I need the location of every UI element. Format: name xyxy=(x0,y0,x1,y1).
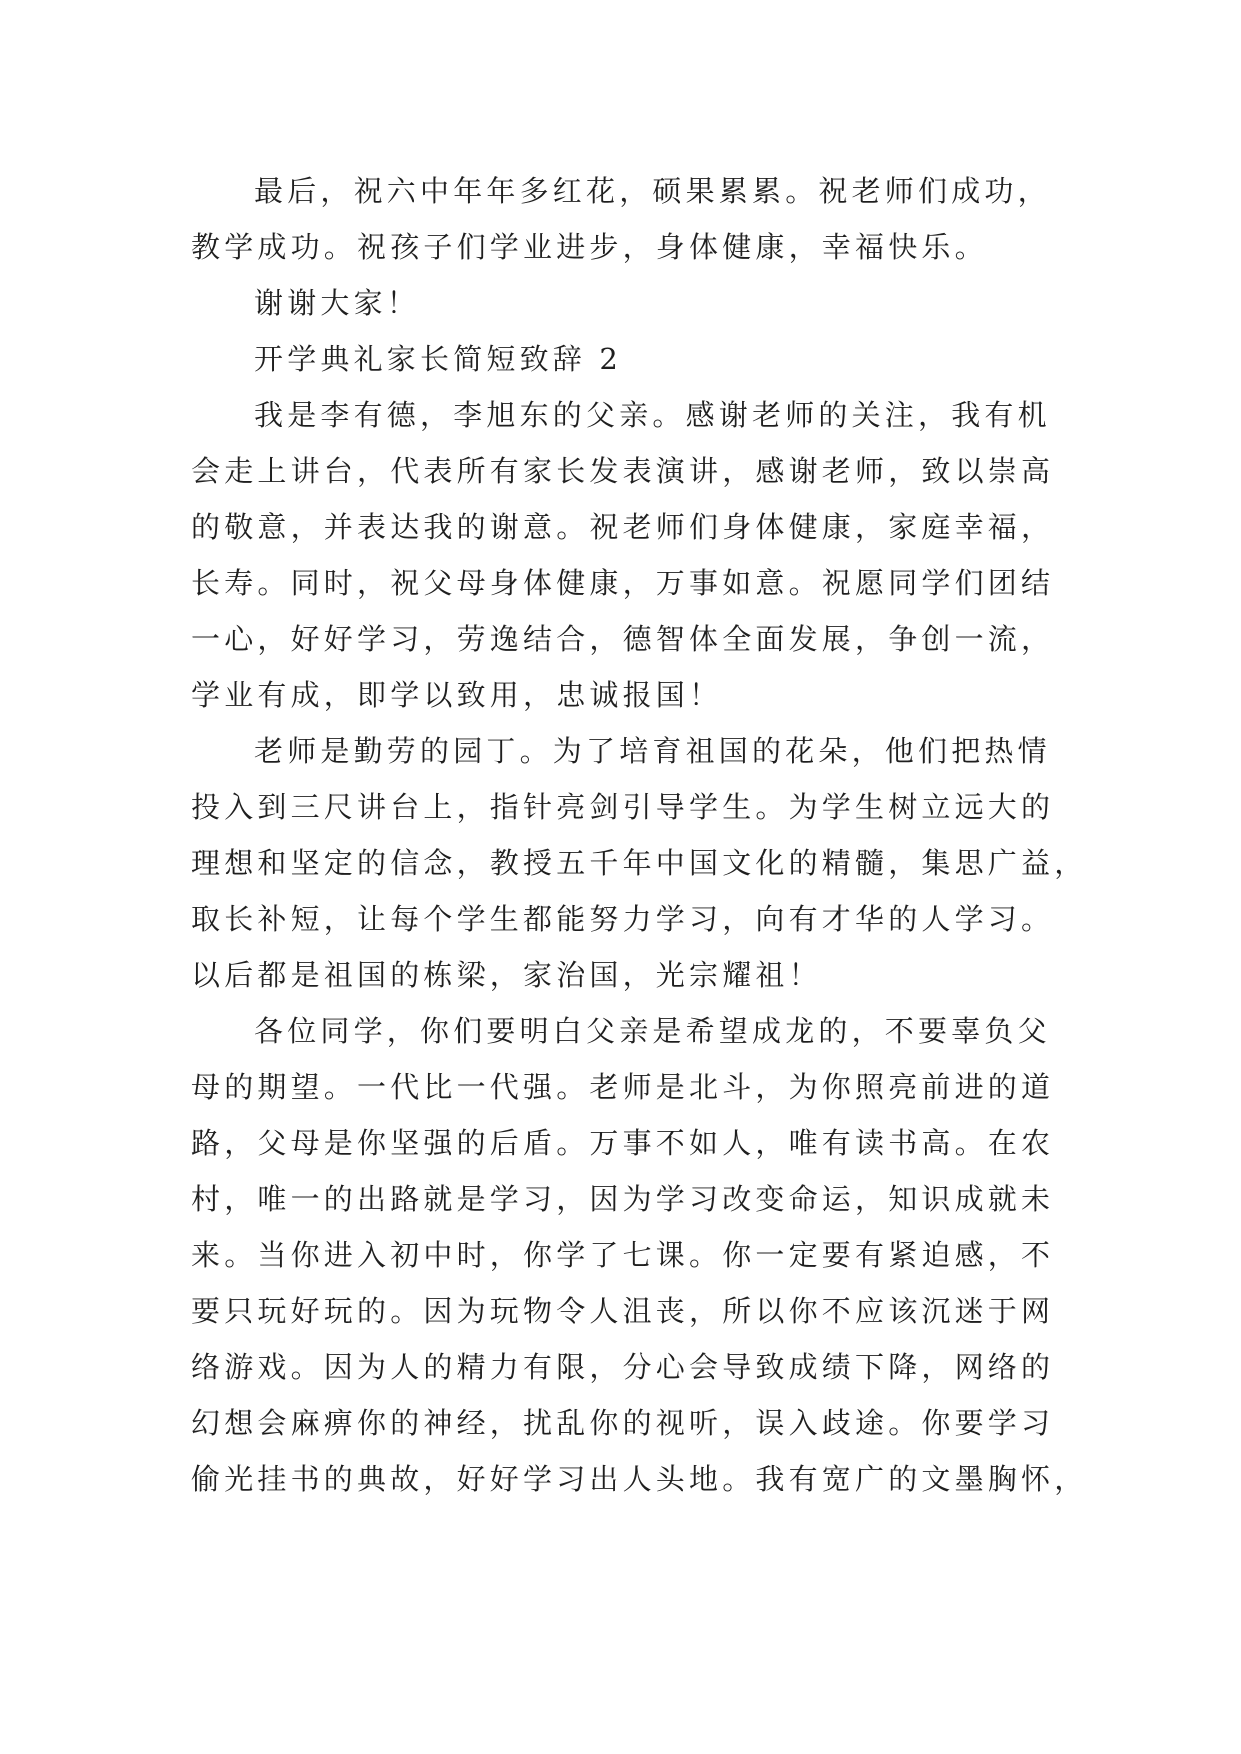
text-line: 我是李有德，李旭东的父亲。感谢老师的关注，我有机 xyxy=(254,398,1051,432)
text-line: 络游戏。因为人的精力有限，分心会导致成绩下降，网络的 xyxy=(191,1350,1055,1384)
paragraph-teachers xyxy=(191,723,1088,1003)
text-line: 理想和坚定的信念，教授五千年中国文化的精髓，集思广益， xyxy=(191,846,1088,880)
paragraph-thanks xyxy=(191,275,1071,331)
text-line: 各位同学，你们要明白父亲是希望成龙的，不要辜负父 xyxy=(254,1014,1051,1048)
text-line: 教学成功。祝孩子们学业进步，身体健康，幸福快乐。 xyxy=(191,230,988,264)
text-line: 以后都是祖国的栋梁，家治国，光宗耀祖！ xyxy=(191,958,822,992)
text-line: 来。当你进入初中时，你学了七课。你一定要有紧迫感，不 xyxy=(191,1238,1055,1272)
text-line: 幻想会麻痹你的神经，扰乱你的视听，误入歧途。你要学习 xyxy=(191,1406,1055,1440)
text-line: 老师是勤劳的园丁。为了培育祖国的花朵，他们把热情 xyxy=(254,734,1051,768)
section-heading xyxy=(191,331,1071,387)
text-line: 一心，好好学习，劳逸结合，德智体全面发展，争创一流， xyxy=(191,622,1055,656)
paragraph-intro xyxy=(191,387,1071,723)
text-line: 路，父母是你坚强的后盾。万事不如人，唯有读书高。在农 xyxy=(191,1126,1055,1160)
text-line: 村，唯一的出路就是学习，因为学习改变命运，知识成就未 xyxy=(191,1182,1055,1216)
text-line: 投入到三尺讲台上，指针亮剑引导学生。为学生树立远大的 xyxy=(191,790,1055,824)
text-line: 的敬意，并表达我的谢意。祝老师们身体健康，家庭幸福， xyxy=(191,510,1055,544)
text-line: 长寿。同时，祝父母身体健康，万事如意。祝愿同学们团结 xyxy=(191,566,1055,600)
paragraph-students xyxy=(191,1003,1088,1507)
paragraph-closing xyxy=(191,163,1071,275)
heading-text: 开学典礼家长简短致辞 2 xyxy=(254,342,623,376)
text-line: 会走上讲台，代表所有家长发表演讲，感谢老师，致以崇高 xyxy=(191,454,1055,488)
text-line: 偷光挂书的典故，好好学习出人头地。我有宽广的文墨胸怀， xyxy=(191,1462,1088,1496)
document-body xyxy=(191,163,1088,1507)
text-line: 要只玩好玩的。因为玩物令人沮丧，所以你不应该沉迷于网 xyxy=(191,1294,1055,1328)
text-line: 取长补短，让每个学生都能努力学习，向有才华的人学习。 xyxy=(191,902,1055,936)
text-line: 母的期望。一代比一代强。老师是北斗，为你照亮前进的道 xyxy=(191,1070,1055,1104)
text-line: 谢谢大家！ xyxy=(254,286,421,320)
text-line: 最后，祝六中年年多红花，硕果累累。祝老师们成功， xyxy=(254,174,1051,208)
text-line: 学业有成，即学以致用，忠诚报国！ xyxy=(191,678,723,712)
